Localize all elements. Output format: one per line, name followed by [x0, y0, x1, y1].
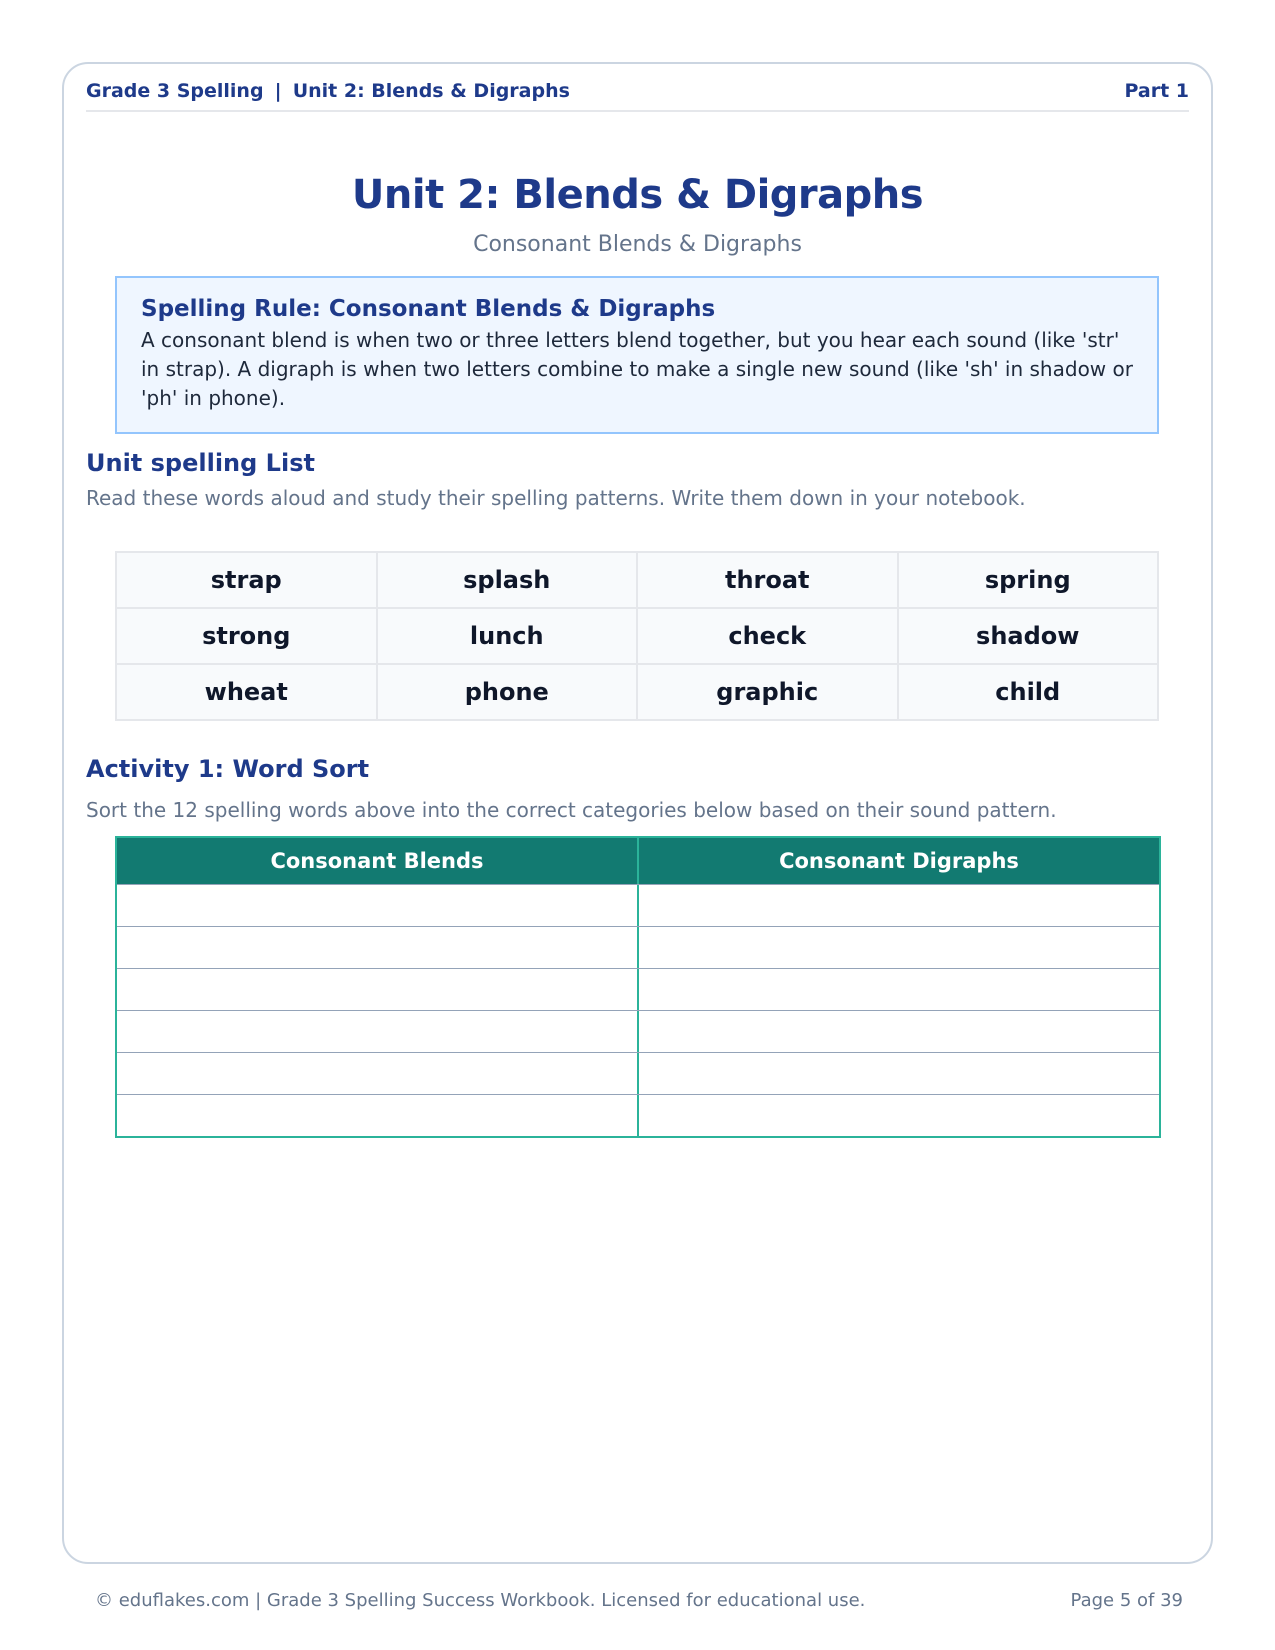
- word-cell: graphic: [637, 664, 898, 720]
- header-left: [86, 80, 570, 102]
- word-cell: strong: [116, 608, 377, 664]
- word-cell: phone: [377, 664, 638, 720]
- rule-text: A consonant blend is when two or three letters blend together, but you hear each sound (like 'str' in strap). A digraph is when two letters combine to make a single new sound (like 'sh' in shadow or 'ph' in phone).: [141, 328, 1133, 410]
- word-cell: spring: [898, 552, 1159, 608]
- digraph-answer-cell[interactable]: [637, 969, 1159, 1010]
- blend-answer-cell[interactable]: [117, 885, 637, 926]
- word-cell: wheat: [116, 664, 377, 720]
- word-cell: splash: [377, 552, 638, 608]
- blend-answer-cell[interactable]: [117, 969, 637, 1010]
- spelling-list-title: Unit spelling List: [86, 449, 315, 477]
- spelling-rule-box: [115, 276, 1159, 434]
- table-row: [117, 1052, 1159, 1094]
- footer-copyright: © eduflakes.com | Grade 3 Spelling Success Workbook. Licensed for educational use.: [95, 1590, 866, 1611]
- header-part: Part 1: [1124, 80, 1189, 102]
- table-row: [117, 926, 1159, 968]
- digraph-answer-cell[interactable]: [637, 885, 1159, 926]
- blend-answer-cell[interactable]: [117, 1011, 637, 1052]
- header-course: Grade 3 Spelling: [86, 80, 264, 102]
- digraph-answer-cell[interactable]: [637, 1095, 1159, 1136]
- column-header-digraphs: Consonant Digraphs: [637, 838, 1159, 884]
- activity-title: Activity 1: Word Sort: [86, 755, 370, 783]
- word-cell: shadow: [898, 608, 1159, 664]
- word-sort-header: [117, 838, 1159, 884]
- spelling-word-grid: [115, 551, 1159, 721]
- digraph-answer-cell[interactable]: [637, 927, 1159, 968]
- table-row: [117, 1010, 1159, 1052]
- word-cell: strap: [116, 552, 377, 608]
- blend-answer-cell[interactable]: [117, 1053, 637, 1094]
- word-cell: throat: [637, 552, 898, 608]
- table-row: [117, 884, 1159, 926]
- rule-title: Spelling Rule: Consonant Blends & Digraphs: [141, 296, 716, 322]
- page-subtitle: Consonant Blends & Digraphs: [473, 232, 802, 257]
- word-cell: child: [898, 664, 1159, 720]
- table-row: [117, 1094, 1159, 1136]
- blend-answer-cell[interactable]: [117, 927, 637, 968]
- table-row: [117, 968, 1159, 1010]
- column-header-blends: Consonant Blends: [270, 849, 484, 873]
- digraph-answer-cell[interactable]: [637, 1011, 1159, 1052]
- footer-page-number: Page 5 of 39: [1070, 1590, 1183, 1611]
- activity-description: Sort the 12 spelling words above into the correct categories below based on their sound pattern.: [86, 798, 1057, 822]
- header-unit: Unit 2: Blends & Digraphs: [292, 80, 570, 102]
- word-sort-table: [115, 836, 1161, 1138]
- word-cell: check: [637, 608, 898, 664]
- digraph-answer-cell[interactable]: [637, 1053, 1159, 1094]
- page-header: [86, 72, 1189, 112]
- page-title: Unit 2: Blends & Digraphs: [351, 172, 924, 218]
- blend-answer-cell[interactable]: [117, 1095, 637, 1136]
- header-separator: |: [274, 80, 282, 102]
- word-cell: lunch: [377, 608, 638, 664]
- spelling-list-description: Read these words aloud and study their spelling patterns. Write them down in your notebook.: [86, 486, 1026, 510]
